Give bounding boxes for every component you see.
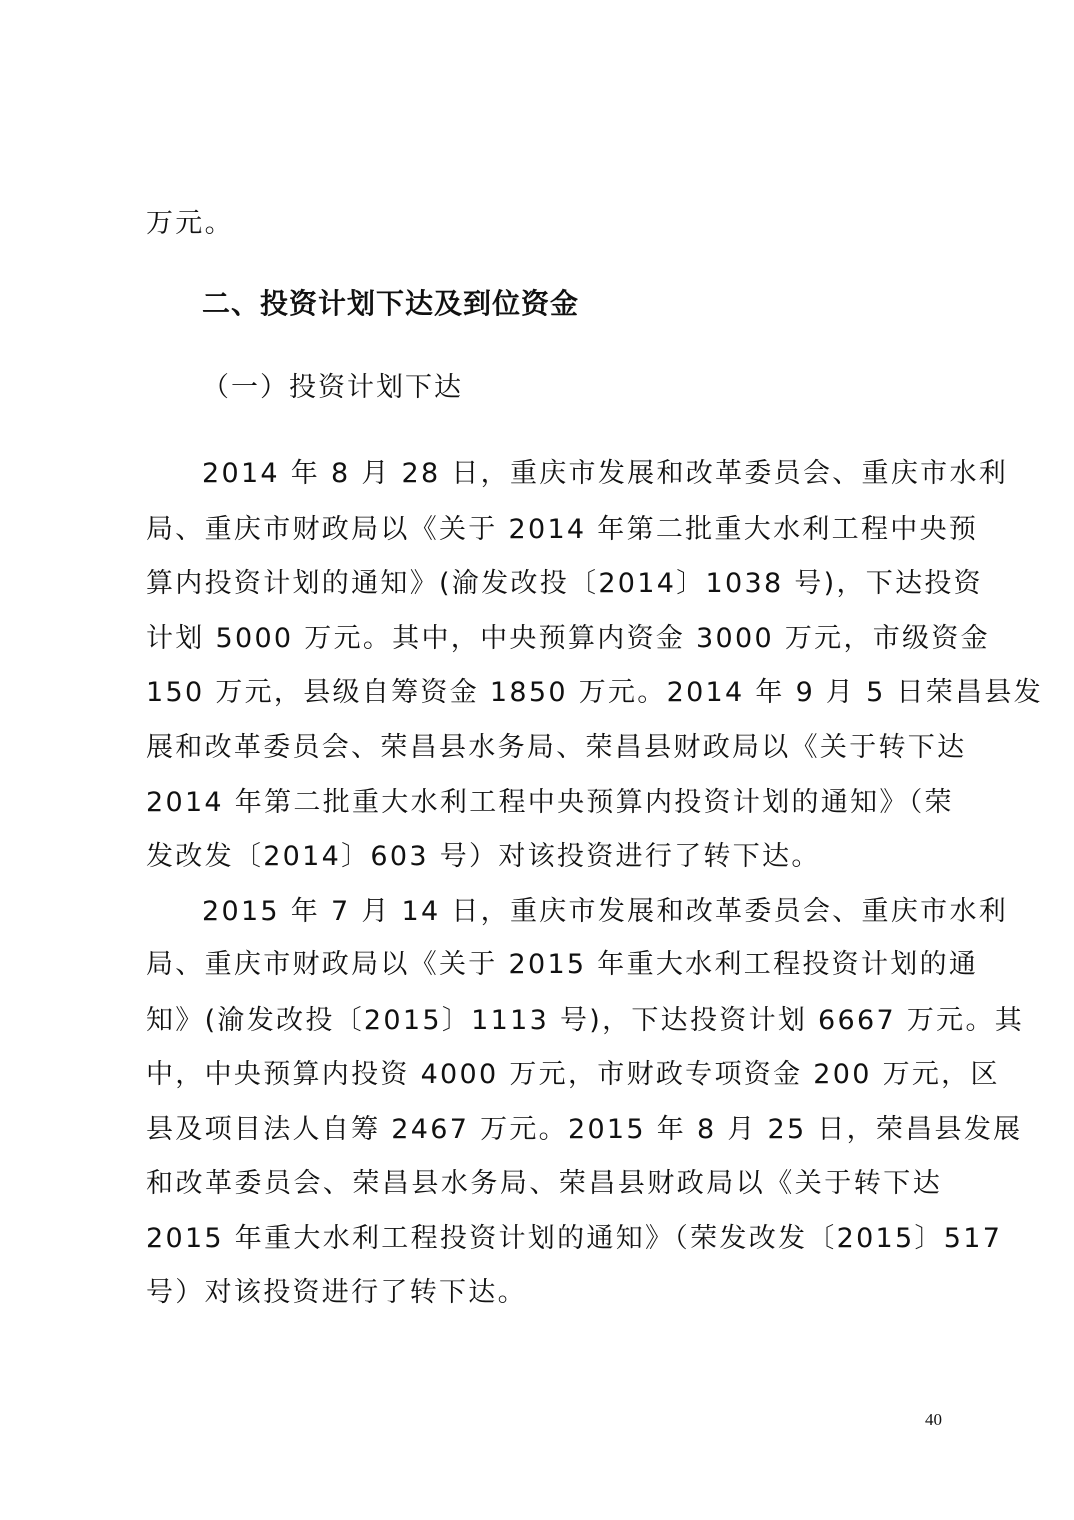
paragraph-line: 2015 年 7 月 14 日，重庆市发展和改革委员会、重庆市水利 [202, 896, 1009, 927]
paragraph-line: 局、重庆市财政局以《关于 2015 年重大水利工程投资计划的通 [146, 949, 979, 980]
section-heading: 二、投资计划下达及到位资金 [202, 287, 580, 320]
paragraph-line: 和改革委员会、荣昌县水务局、荣昌县财政局以《关于转下达 [146, 1168, 942, 1199]
page-number: 40 [925, 1410, 942, 1429]
paragraph-line: 中，中央预算内投资 4000 万元，市财政专项资金 200 万元，区 [146, 1059, 1000, 1090]
paragraph-line: 2015 年重大水利工程投资计划的通知》（荣发改发〔2015〕517 [146, 1223, 1003, 1254]
paragraph-line: 局、重庆市财政局以《关于 2014 年第二批重大水利工程中央预 [146, 514, 979, 545]
paragraph-line: 2014 年 8 月 28 日，重庆市发展和改革委员会、重庆市水利 [202, 458, 1009, 489]
paragraph-line: 2014 年第二批重大水利工程中央预算内投资计划的通知》（荣 [146, 787, 954, 818]
continuation-text: 万元。 [146, 208, 234, 239]
subsection-heading: （一）投资计划下达 [202, 372, 463, 403]
paragraph-line: 150 万元，县级自筹资金 1850 万元。2014 年 9 月 5 日荣昌县发 [146, 677, 1043, 708]
paragraph-line: 发改发〔2014〕603 号）对该投资进行了转下达。 [146, 841, 821, 872]
paragraph-line: 号）对该投资进行了转下达。 [146, 1277, 527, 1308]
paragraph-line: 县及项目法人自筹 2467 万元。2015 年 8 月 25 日，荣昌县发展 [146, 1114, 1023, 1145]
paragraph-line: 计划 5000 万元。其中，中央预算内资金 3000 万元，市级资金 [146, 623, 990, 654]
paragraph-line: 展和改革委员会、荣昌县水务局、荣昌县财政局以《关于转下达 [146, 732, 967, 763]
paragraph-line: 算内投资计划的通知》(渝发改投〔2014〕1038 号)，下达投资 [146, 568, 983, 599]
paragraph-line: 知》(渝发改投〔2015〕1113 号)，下达投资计划 6667 万元。其 [146, 1005, 1025, 1036]
